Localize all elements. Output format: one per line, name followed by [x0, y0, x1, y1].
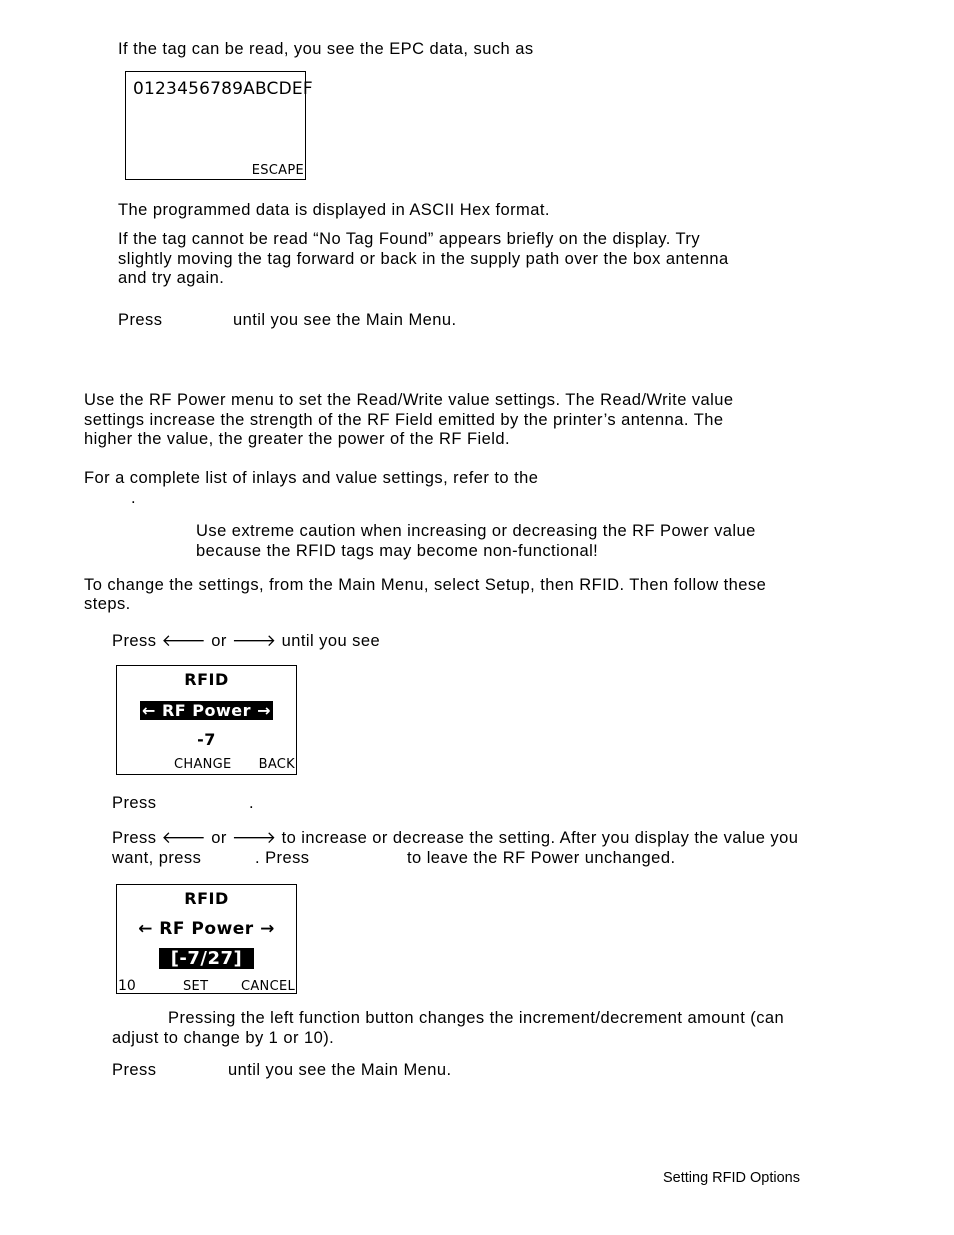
arrow-right-icon: 🡒	[231, 632, 277, 650]
inlay-ref-line-1: For a complete list of inlays and value settings, refer to the	[84, 469, 539, 487]
lcd-softkey-increment: 10	[118, 978, 136, 994]
step-change-press: Press	[112, 794, 157, 812]
lcd-rfid-menu	[116, 665, 297, 775]
footer-section-title: Setting RFID Options	[663, 1170, 800, 1186]
intro-text: If the tag can be read, you see the EPC data, such as	[118, 40, 534, 58]
step-adjust-press: Press	[112, 829, 157, 847]
lcd-rf-power-range: [-7/27]	[159, 948, 255, 969]
arrow-left-icon: 🡐	[161, 632, 207, 650]
lcd-softkey-change: CHANGE	[174, 757, 232, 772]
step-adjust-rest-1: to increase or decrease the setting. After you display the value you	[281, 829, 799, 847]
change-settings-line-2: steps.	[84, 595, 131, 613]
arrow-right-icon: 🡒	[231, 829, 277, 847]
step-change-period: .	[249, 794, 255, 812]
lcd-softkey-escape: ESCAPE	[251, 163, 304, 178]
increment-note-line-2: adjust to change by 1 or 10).	[112, 1029, 335, 1047]
no-tag-line-3: and try again.	[118, 269, 225, 287]
press-main-2-press: Press	[112, 1061, 157, 1079]
rf-intro-line-2: settings increase the strength of the RF Field emitted by the printer’s antenna. The	[84, 411, 724, 429]
press-main-1-rest: until you see the Main Menu.	[233, 311, 457, 329]
step-nav-or: or	[211, 632, 227, 650]
step-adjust-rest-2: to leave the RF Power unchanged.	[407, 849, 676, 867]
lcd-rfid-title: RFID	[184, 670, 229, 689]
lcd-rf-power-value: -7	[197, 730, 216, 749]
press-main-2-rest: until you see the Main Menu.	[228, 1061, 452, 1079]
ascii-note: The programmed data is displayed in ASCII Hex format.	[118, 201, 550, 219]
rf-intro-line-3: higher the value, the greater the power of the RF Field.	[84, 430, 511, 448]
change-settings-line-1: To change the settings, from the Main Menu, select Setup, then RFID. Then follow these	[84, 576, 767, 594]
no-tag-line-2: slightly moving the tag forward or back in the supply path over the box antenna	[118, 250, 729, 268]
lcd-epc-display	[125, 71, 313, 180]
step-adjust-line-1	[112, 829, 798, 849]
lcd-rfid-adjust	[116, 884, 297, 994]
lcd-epc-data: 0123456789ABCDEF	[133, 79, 313, 99]
lcd-softkey-cancel: CANCEL	[240, 979, 295, 994]
no-tag-line-1: If the tag cannot be read “No Tag Found” appears briefly on the display. Try	[118, 230, 701, 248]
inlay-ref-line-2: .	[131, 489, 137, 507]
lcd-rf-power-item: ← RF Power →	[141, 701, 271, 720]
step-nav-rest: until you see	[281, 632, 381, 650]
press-main-1-press: Press	[118, 311, 163, 329]
lcd-softkey-back: BACK	[258, 757, 295, 772]
lcd-rf-power-item: ← RF Power →	[138, 919, 275, 939]
step-adjust-press-2: . Press	[255, 849, 310, 867]
step-adjust-or: or	[211, 829, 227, 847]
step-nav-text	[112, 632, 380, 652]
lcd-softkey-set: SET	[183, 979, 209, 994]
step-adjust-want: want, press	[112, 849, 202, 867]
increment-note-line-1: Pressing the left function button changes the increment/decrement amount (can	[168, 1009, 785, 1027]
caution-line-2: because the RFID tags may become non-functional!	[196, 542, 599, 560]
caution-line-1: Use extreme caution when increasing or decreasing the RF Power value	[196, 522, 756, 540]
step-nav-press: Press	[112, 632, 157, 650]
arrow-left-icon: 🡐	[161, 829, 207, 847]
lcd-rfid-title: RFID	[184, 889, 229, 908]
rf-intro-line-1: Use the RF Power menu to set the Read/Write value settings. The Read/Write value	[84, 391, 734, 409]
